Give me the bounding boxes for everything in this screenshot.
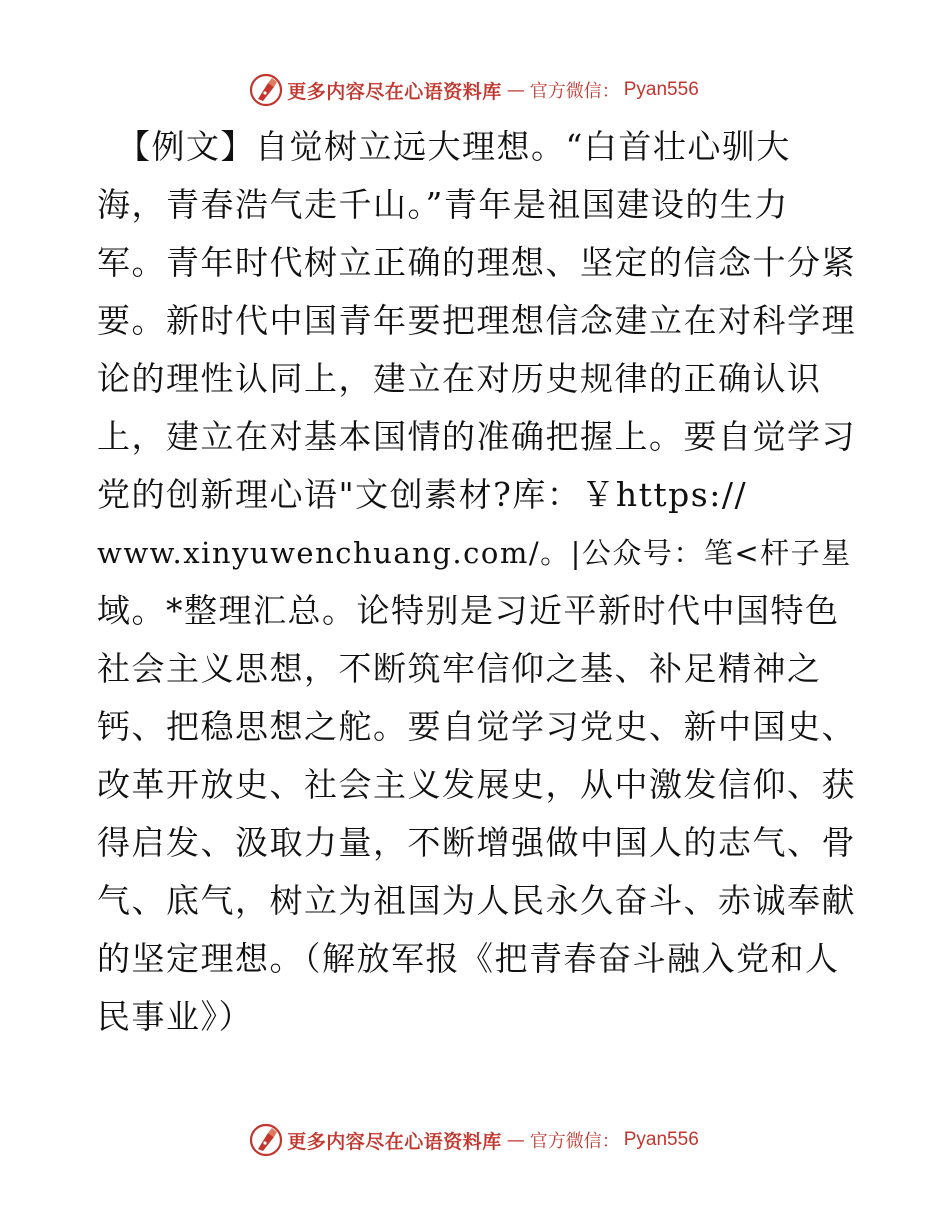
article-line: 社会主义思想，不断筑牢信仰之基、补足精神之 bbox=[97, 649, 822, 688]
header-wechat-label: 官方微信： bbox=[529, 81, 620, 102]
article-line: 改革开放史、社会主义发展史，从中激发信仰、获 bbox=[97, 765, 856, 804]
footer-banner-content bbox=[249, 1123, 699, 1157]
header-banner-text: 更多内容尽在心语资料库 bbox=[287, 80, 502, 103]
article-line: 钙、把稳思想之舵。要自觉学习党史、新中国史、 bbox=[97, 707, 856, 746]
article-line: 气、底气，树立为祖国为人民永久奋斗、赤诚奉献 bbox=[97, 881, 856, 920]
article-line: 要。新时代中国青年要把理想信念建立在对科学理 bbox=[97, 301, 856, 340]
footer-banner-dash: — bbox=[506, 1129, 525, 1151]
header-banner-content bbox=[249, 73, 699, 107]
article-line: 域。*整理汇总。论特别是习近平新时代中国特色 bbox=[97, 591, 840, 630]
article-line: 军。青年时代树立正确的理想、坚定的信念十分紧 bbox=[97, 243, 856, 282]
header-banner-dash: — bbox=[506, 79, 525, 101]
article-line: 【例文】自觉树立远大理想。“白首壮心驯大 bbox=[117, 127, 791, 166]
header-wechat-id: Pyan556 bbox=[623, 79, 699, 100]
footer-banner bbox=[0, 1120, 950, 1160]
article-line: 海，青春浩气走千山。”青年是祖国建设的生力 bbox=[97, 185, 789, 224]
article-line: 上，建立在对基本国情的准确把握上。要自觉学习 bbox=[97, 417, 856, 456]
article-line: 党的创新理心语"文创素材?库：￥https:// bbox=[97, 475, 748, 514]
footer-wechat-label: 官方微信： bbox=[529, 1131, 620, 1152]
article-line: 民事业》） bbox=[97, 997, 253, 1036]
header-banner bbox=[0, 70, 950, 110]
footer-wechat-id: Pyan556 bbox=[623, 1129, 699, 1150]
article-line-url: www.xinyuwenchuang.com/。|公众号：笔<杆子星 bbox=[97, 536, 852, 570]
footer-banner-text: 更多内容尽在心语资料库 bbox=[287, 1130, 502, 1153]
article-line: 得启发、汲取力量，不断增强做中国人的志气、骨 bbox=[97, 823, 856, 862]
pen-nib-logo-icon bbox=[249, 1123, 283, 1157]
article-line: 的坚定理想。（解放军报《把青春奋斗融入党和人 bbox=[97, 939, 840, 978]
article-body bbox=[97, 118, 857, 1046]
article-line: 论的理性认同上，建立在对历史规律的正确认识 bbox=[97, 359, 822, 398]
pen-nib-logo-icon bbox=[249, 73, 283, 107]
